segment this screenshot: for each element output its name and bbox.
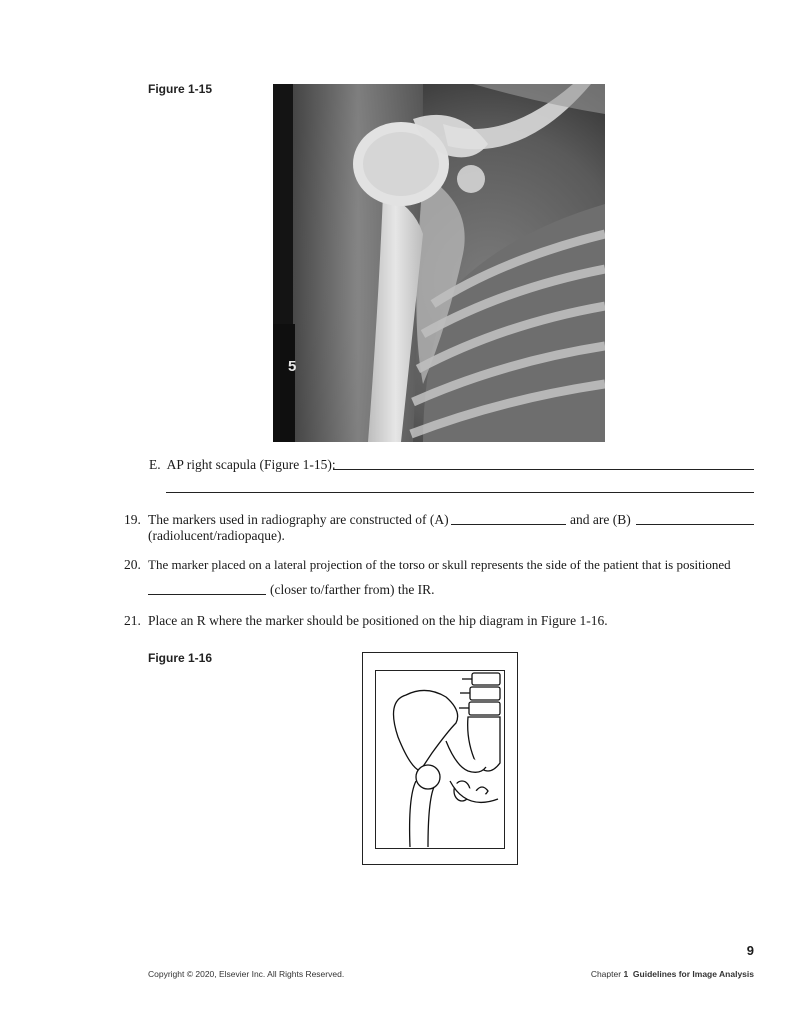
chapter-footer bbox=[591, 969, 754, 979]
question-19-part1: The markers used in radiography are constructed of (A) bbox=[148, 512, 449, 527]
answer-blank-20[interactable] bbox=[148, 594, 266, 595]
hip-diagram[interactable] bbox=[375, 670, 505, 849]
lead-marker-number: 5 bbox=[288, 358, 297, 375]
answer-line-e-1[interactable] bbox=[333, 469, 754, 470]
pelvis-drawing bbox=[376, 671, 504, 848]
page-number: 9 bbox=[746, 943, 754, 958]
question-e-text: AP right scapula (Figure 1-15): bbox=[166, 457, 336, 472]
question-e-label: E. bbox=[149, 457, 161, 472]
question-19-line2: (radiolucent/radiopaque). bbox=[148, 528, 285, 543]
question-19-num: 19. bbox=[124, 512, 141, 527]
chapter-prefix: Chapter bbox=[590, 969, 622, 979]
answer-blank-19a[interactable] bbox=[451, 524, 566, 525]
question-e bbox=[149, 457, 336, 473]
answer-blank-19b[interactable] bbox=[636, 524, 754, 525]
answer-line-e-2[interactable] bbox=[166, 492, 754, 493]
question-19-part2: and are (B) bbox=[570, 512, 631, 527]
shoulder-xray-image bbox=[273, 84, 605, 442]
question-21-text: Place an R where the marker should be positioned on the hip diagram in Figure 1-16. bbox=[148, 613, 608, 628]
question-21-num: 21. bbox=[124, 613, 141, 628]
hip-diagram-frame[interactable] bbox=[362, 652, 518, 865]
question-20-line2: (closer to/farther from) the IR. bbox=[270, 582, 435, 597]
question-20-line1: The marker placed on a lateral projection of the torso or skull represents the side of the patient that is positioned bbox=[148, 557, 731, 572]
figure-1-16-label: Figure 1-16 bbox=[148, 651, 213, 665]
chapter-number: 1 bbox=[623, 969, 629, 979]
figure-1-15-label: Figure 1-15 bbox=[148, 82, 213, 96]
copyright-notice: Copyright © 2020, Elsevier Inc. All Rights Reserved. bbox=[148, 969, 345, 979]
chapter-title: Guidelines for Image Analysis bbox=[632, 969, 754, 979]
question-20-num: 20. bbox=[124, 557, 141, 572]
